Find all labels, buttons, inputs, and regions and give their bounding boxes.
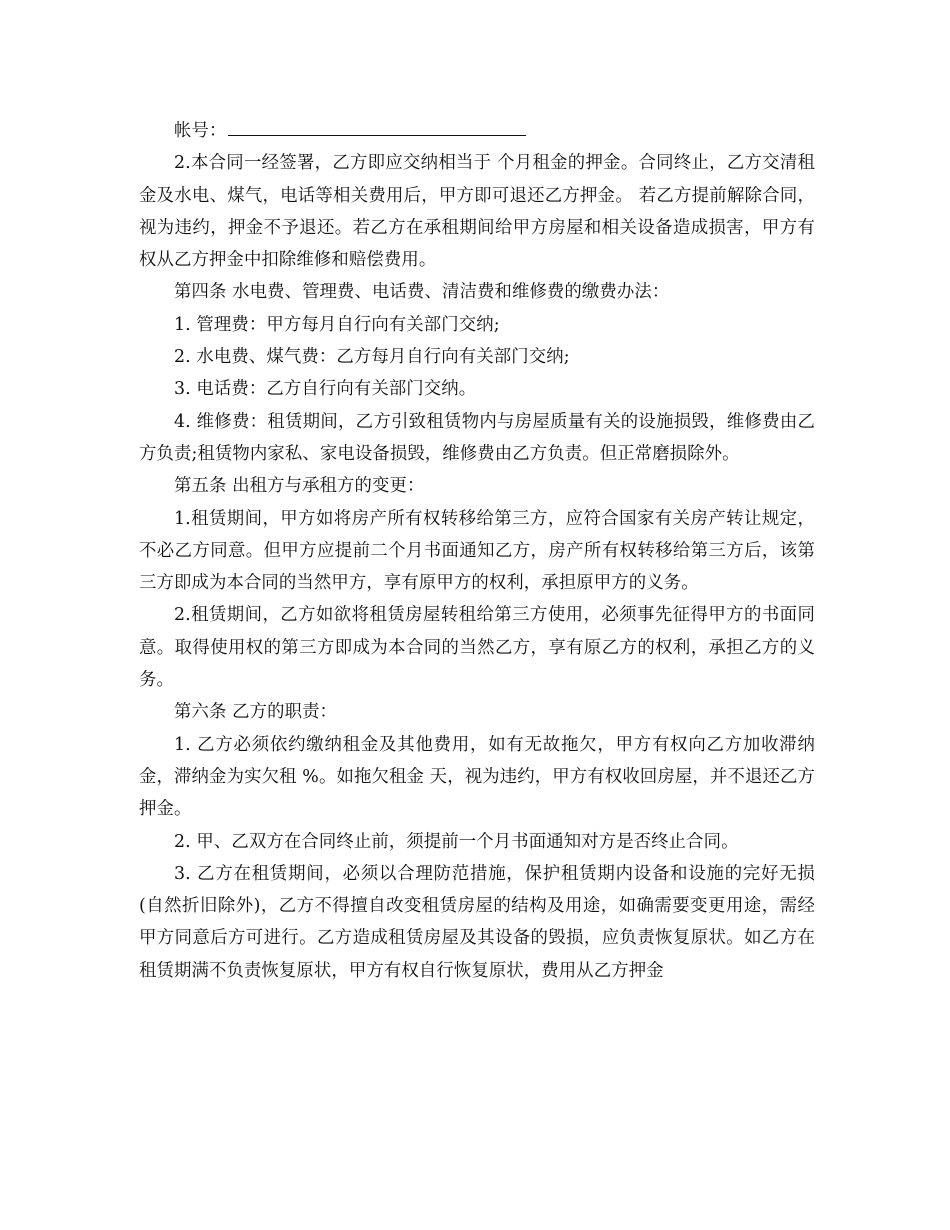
article-6-heading: 第六条 乙方的职责： xyxy=(174,702,338,723)
article-6-item-2: 2. 甲、乙双方在合同终止前，须提前一个月书面通知对方是否终止合同。 xyxy=(174,831,739,852)
article-4-item-3: 3. 电话费：乙方自行向有关部门交纳。 xyxy=(174,379,477,400)
article-4-item-2: 2. 水电费、煤气费：乙方每月自行向有关部门交纳; xyxy=(174,347,570,368)
contract-body xyxy=(139,115,815,987)
article-4-item-1: 1. 管理费：甲方每月自行向有关部门交纳; xyxy=(174,314,500,335)
account-blank-underline xyxy=(228,116,526,136)
article-5-heading: 第五条 出租方与承租方的变更： xyxy=(174,476,425,497)
account-line xyxy=(139,115,815,147)
article-4-heading: 第四条 水电费、管理费、电话费、清洁费和维修费的缴费办法： xyxy=(174,282,670,303)
article-4-item-4: 4. 维修费：租赁期间，乙方引致租赁物内与房屋质量有关的设施损毁，维修费由乙方负责;租赁物内家私、家电设备损毁，维修费由乙方负责。但正常磨损除外。 xyxy=(139,411,815,464)
article-5-item-1: 1.租赁期间，甲方如将房产所有权转移给第三方，应符合国家有关房产转让规定，不必乙方同意。但甲方应提前二个月书面通知乙方，房产所有权转移给第三方后，该第三方即成为本合同的当然甲方，享有原甲方的权利，承担原甲方的义务。 xyxy=(139,508,815,594)
deposit-clause: 2.本合同一经签署，乙方即应交纳相当于 个月租金的押金。合同终止，乙方交清租金及水电、煤气，电话等相关费用后，甲方即可退还乙方押金。 若乙方提前解除合同，视为违约，押金不予退还。若乙方在承租期间给甲方房屋和相关设备造成损害，甲方有权从乙方押金中扣除维修和赔偿费用。 xyxy=(139,153,815,271)
account-label: 帐号： xyxy=(174,121,227,141)
article-6-item-1: 1. 乙方必须依约缴纳租金及其他费用，如有无故拖欠，甲方有权向乙方加收滞纳金，滞纳金为实欠租 %。如拖欠租金 天，视为违约，甲方有权收回房屋，并不退还乙方押金。 xyxy=(139,734,815,820)
article-6-item-3: 3. 乙方在租赁期间，必须以合理防范措施，保护租赁期内设备和设施的完好无损(自然折旧除外)，乙方不得擅自改变租赁房屋的结构及用途，如确需要变更用途，需经甲方同意后方可进行。乙方造成租赁房屋及其设备的毁损，应负责恢复原状。如乙方在租赁期满不负责恢复原状，甲方有权自行恢复原状，费用从乙方押金 xyxy=(139,863,815,981)
article-5-item-2: 2.租赁期间，乙方如欲将租赁房屋转租给第三方使用，必须事先征得甲方的书面同意。取得使用权的第三方即成为本合同的当然乙方，享有原乙方的权利，承担乙方的义务。 xyxy=(139,605,815,691)
